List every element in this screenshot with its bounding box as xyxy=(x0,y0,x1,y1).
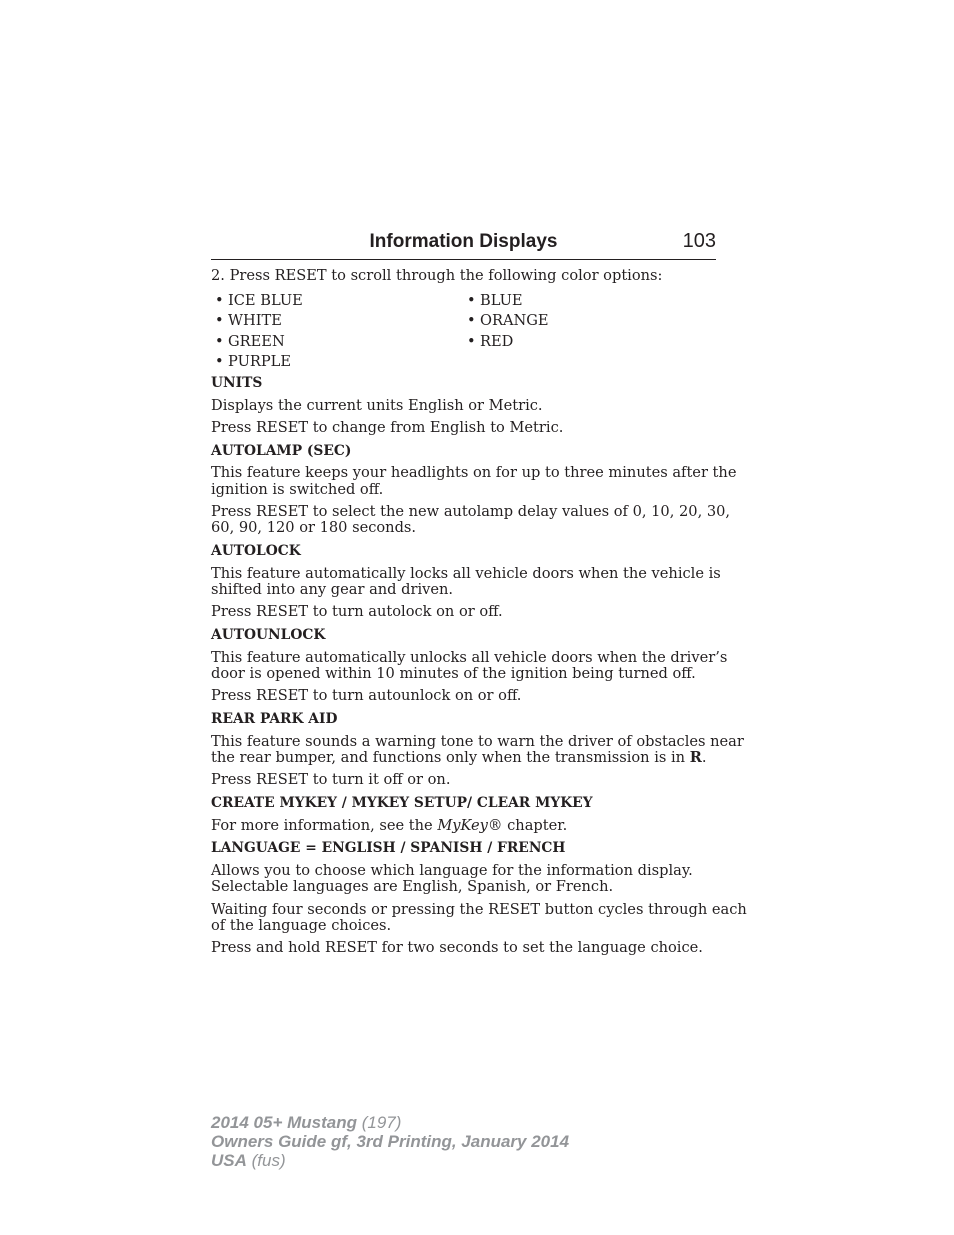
list-item: • BLUE xyxy=(467,292,523,309)
autolock-text: shifted into any gear and driven. xyxy=(211,581,454,598)
autolock-text: This feature automatically locks all vehicle doors when the vehicle is xyxy=(211,565,721,582)
footer-line: 2014 05+ Mustang (197) xyxy=(211,1113,402,1132)
page-number: 103 xyxy=(682,230,716,252)
autolock-heading: AUTOLOCK xyxy=(211,543,301,559)
mykey-text: For more information, see the MyKey® chapter. xyxy=(211,817,568,834)
language-text: of the language choices. xyxy=(211,917,392,934)
autounlock-text: This feature automatically unlocks all vehicle doors when the driver’s xyxy=(211,649,728,666)
rear-park-aid-text: This feature sounds a warning tone to warn the driver of obstacles near xyxy=(211,733,744,750)
autounlock-text: Press RESET to turn autounlock on or off. xyxy=(211,687,522,704)
autolock-text: Press RESET to turn autolock on or off. xyxy=(211,603,503,620)
page-footer xyxy=(211,1113,569,1170)
list-item: • ORANGE xyxy=(467,312,549,329)
mykey-reference: MyKey xyxy=(437,817,488,834)
autolamp-text: ignition is switched off. xyxy=(211,481,384,498)
language-text: Press and hold RESET for two seconds to set the language choice. xyxy=(211,939,703,956)
autolamp-text: This feature keeps your headlights on for up to three minutes after the xyxy=(211,464,737,481)
list-item: • RED xyxy=(467,333,514,350)
language-text: Selectable languages are English, Spanish, or French. xyxy=(211,878,614,895)
units-text: Displays the current units English or Metric. xyxy=(211,397,543,414)
list-item: • PURPLE xyxy=(215,353,292,370)
list-item: • GREEN xyxy=(215,333,285,350)
list-item: • ICE BLUE xyxy=(215,292,303,309)
autounlock-heading: AUTOUNLOCK xyxy=(211,627,326,643)
section-title: Information Displays xyxy=(369,231,558,252)
rear-park-aid-text: Press RESET to turn it off or on. xyxy=(211,771,451,788)
autounlock-text: door is opened within 10 minutes of the ignition being turned off. xyxy=(211,665,696,682)
page-header xyxy=(211,229,716,260)
autolamp-text: 60, 90, 120 or 180 seconds. xyxy=(211,519,417,536)
gear-letter: R xyxy=(689,749,702,766)
rear-park-aid-heading: REAR PARK AID xyxy=(211,711,338,727)
mykey-heading: CREATE MYKEY / MYKEY SETUP/ CLEAR MYKEY xyxy=(211,795,593,811)
language-heading: LANGUAGE = ENGLISH / SPANISH / FRENCH xyxy=(211,840,566,856)
intro-text: 2. Press RESET to scroll through the following color options: xyxy=(211,267,663,284)
units-heading: UNITS xyxy=(211,375,263,391)
rear-park-aid-text: the rear bumper, and functions only when the transmission is in R. xyxy=(211,749,707,766)
language-text: Allows you to choose which language for the information display. xyxy=(211,862,693,879)
list-item: • WHITE xyxy=(215,312,282,329)
language-text: Waiting four seconds or pressing the RESET button cycles through each xyxy=(211,901,747,918)
autolamp-text: Press RESET to select the new autolamp delay values of 0, 10, 20, 30, xyxy=(211,503,731,520)
autolamp-heading: AUTOLAMP (SEC) xyxy=(211,443,352,459)
footer-line: USA (fus) xyxy=(211,1151,286,1170)
units-text: Press RESET to change from English to Metric. xyxy=(211,419,564,436)
footer-line: Owners Guide gf, 3rd Printing, January 2014 xyxy=(211,1132,570,1151)
